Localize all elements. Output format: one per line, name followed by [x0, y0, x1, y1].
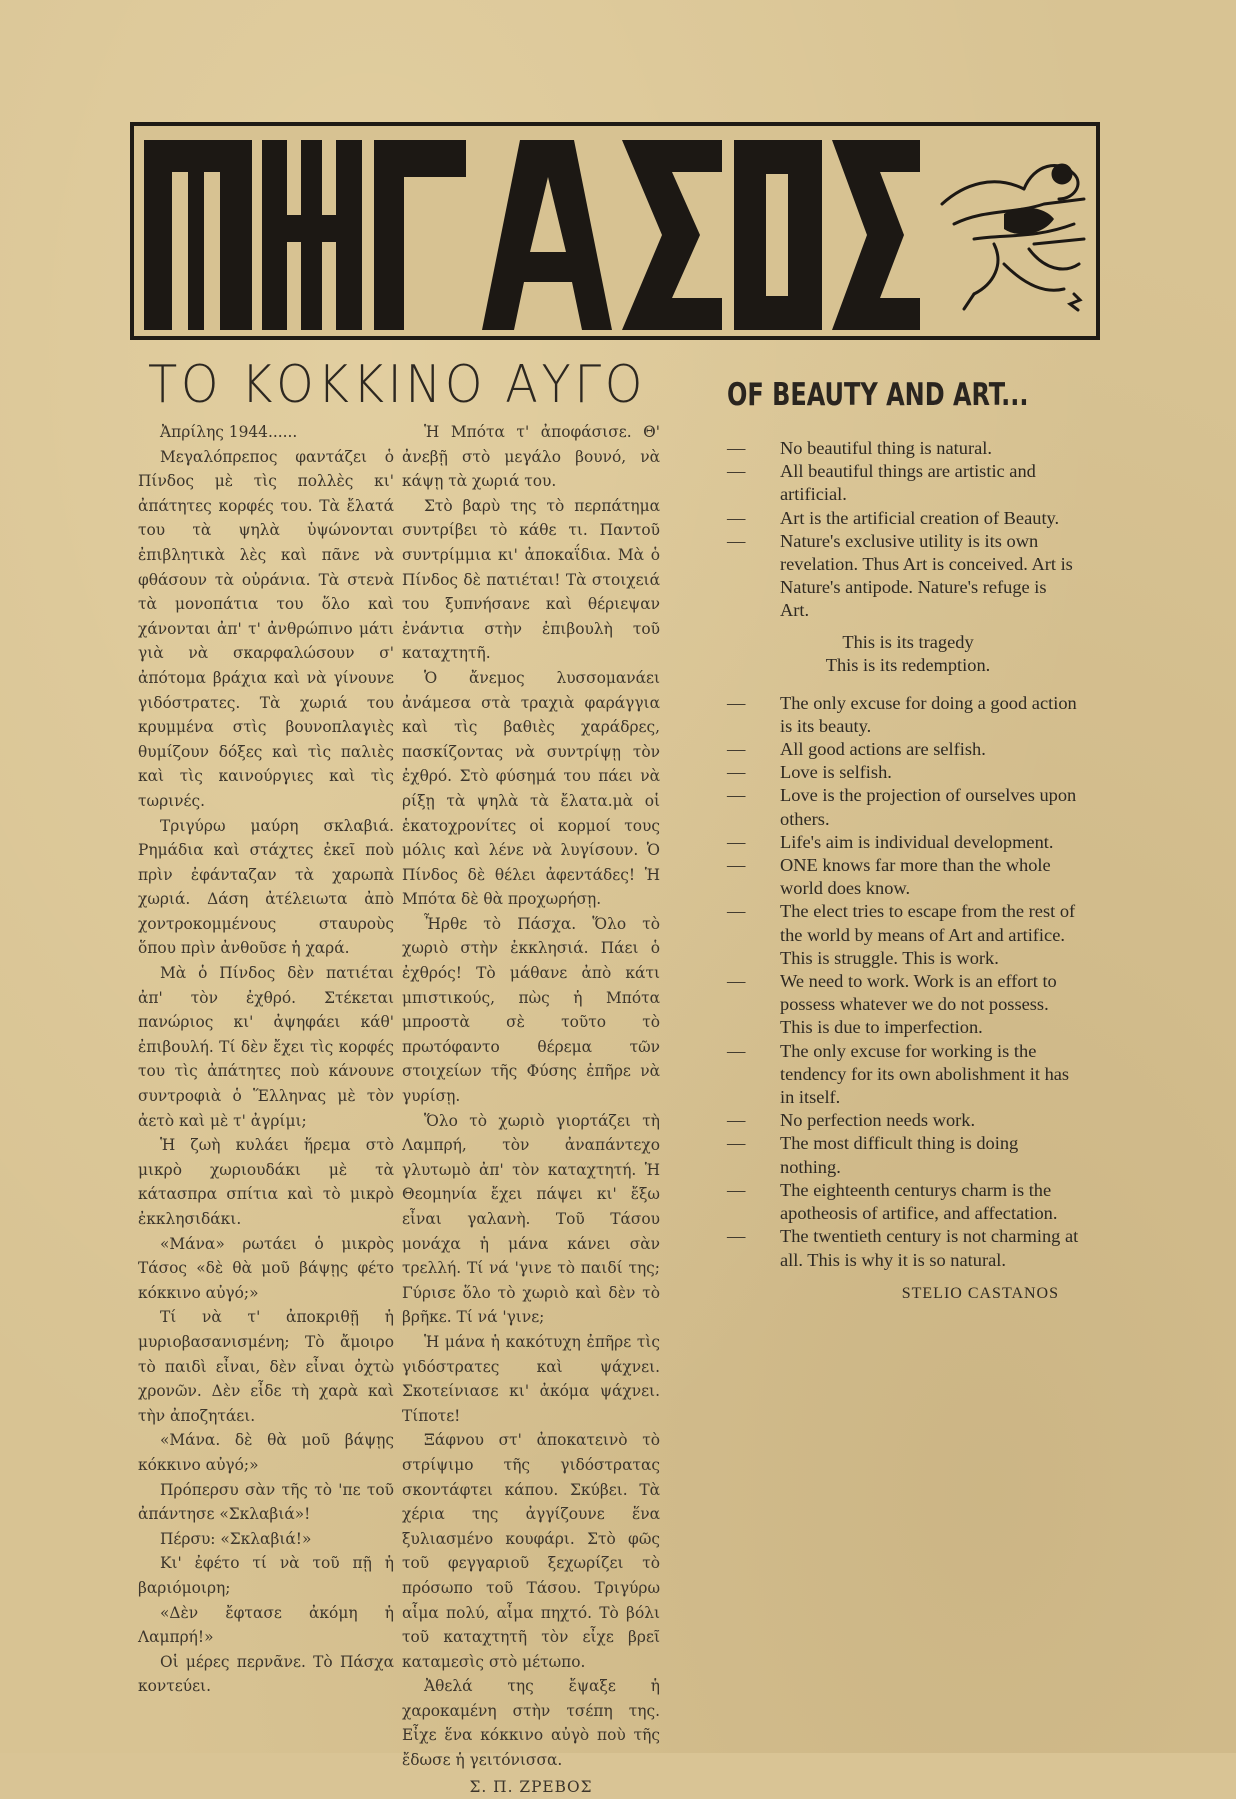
- dash-marker: —: [727, 971, 746, 992]
- aphorism-text: All beautiful things are artistic and artificial.: [780, 461, 1036, 505]
- centered-lines: [737, 631, 1079, 678]
- paragraph: Ἀπρίλης 1944......: [160, 423, 298, 441]
- paragraph: Μεγαλόπρεπος φαντάζει ὁ Πίνδος μὲ τὶς πολλὲς κι' ἀπάτητες κορφές του. Τὰ ἔλατά του τὰ ψηλὰ ὑψώνονται ἐπιβλητικὰ λὲς καὶ πᾶνε νὰ φθάσουν τὰ οὐράνια. Τὰ στενὰ τὰ μονοπάτια του ὅλο καὶ χάνονται ἀπ' τ' ἀνθρώπινο μάτι γιὰ νὰ σκαρφαλώσουν σ' ἀπότομα βράχια καὶ νὰ γίνουνε γιδόστρατες. Τὰ χωριά του κρυμμένα στὶς βουνοπλαγιὲς θυμίζουν δόξες καὶ τὶς παλιὲς καὶ τὶς καινούργιες καὶ τὶς τωρινές.: [138, 447, 394, 810]
- greek-column-1: [138, 420, 394, 1699]
- aphorism-text: Nature's exclusive utility is its own revelation. Thus Art is conceived. Art is Nature's antipode. Nature's refuge is Art.: [780, 530, 1073, 621]
- aphorism-text: Life's aim is individual development.: [780, 831, 1054, 852]
- aphorism: [727, 970, 1079, 1040]
- aphorism-text: Art is the artificial creation of Beauty.: [780, 507, 1060, 528]
- paragraph: Ἡ μάνα ἡ κακότυχη ἐπῆρε τὶς γιδόστρατες καὶ ψάχνει. Σκοτείνιασε κι' ἀκόμα ψάχνει. Τίποτε!: [402, 1332, 660, 1425]
- dash-marker: —: [727, 1226, 746, 1247]
- dash-marker: —: [727, 1179, 746, 1200]
- paragraph: Ἦρθε τὸ Πάσχα. Ὅλο τὸ χωριὸ στὴν ἐκκλησιά. Πάει ὁ ἐχθρός! Τὸ μάθανε ἀπὸ κάτι μπιστικούς, πὼς ἡ Μπότα μπροστὰ σὲ τοῦτο τὸ πρωτόφαντο θέρεμα τῶν στοιχείων τῆς Φύσης ἐπῆρε νὰ γυρίσῃ.: [402, 914, 660, 1106]
- aphorism: [727, 1132, 1079, 1178]
- centered-line: This is its tragedy: [842, 631, 974, 652]
- aphorism-text: All good actions are selfish.: [780, 739, 986, 760]
- dash-marker: —: [727, 1110, 746, 1131]
- masthead: [130, 122, 1100, 340]
- aphorism: [727, 1040, 1079, 1110]
- english-heading: OF BEAUTY AND ART...: [727, 377, 1029, 413]
- dash-marker: —: [727, 901, 746, 922]
- dash-marker: —: [727, 1040, 746, 1061]
- aphorism: [727, 460, 1079, 506]
- dash-marker: —: [727, 1133, 746, 1154]
- aphorism: [727, 784, 1079, 830]
- aphorism-text: Love is the projection of ourselves upon others.: [780, 785, 1077, 829]
- aphorism: [727, 761, 1079, 784]
- dash-marker: —: [727, 855, 746, 876]
- paragraph: Ἡ Μπότα τ' ἀποφάσισε. Θ' ἀνεβῇ στὸ μεγάλο βουνό, νὰ κάψῃ τὰ χωριά του.: [402, 423, 660, 491]
- paragraph: «Δὲν ἔφτασε ἀκόμη ἡ Λαμπρή!»: [138, 1603, 394, 1647]
- aphorism-text: The eighteenth centurys charm is the apotheosis of artifice, and affectation.: [780, 1179, 1058, 1224]
- centered-line: This is its redemption.: [825, 655, 991, 676]
- aphorism-text: The only excuse for doing a good action is its beauty.: [780, 692, 1077, 736]
- aphorism-text: The most difficult thing is doing nothing.: [780, 1133, 1019, 1177]
- aphorism-text: We need to work. Work is an effort to possess whatever we do not possess. This is due to imperfection.: [780, 971, 1057, 1038]
- paragraph: Οἱ μέρες περνᾶνε. Τὸ Πάσχα κοντεύει.: [138, 1652, 394, 1696]
- aphorism-list-1: [727, 437, 1079, 623]
- aphorism: [727, 854, 1079, 900]
- paragraph: Πρόπερσυ σὰν τῆς τὸ 'πε τοῦ ἀπάντησε «Σκλαβιά»!: [138, 1480, 394, 1524]
- english-column: [727, 437, 1079, 1305]
- paragraph: Ἡ ζωὴ κυλάει ἥρεμα στὸ μικρὸ χωριουδάκι μὲ τὰ κάτασπρα σπίτια καὶ τὸ μικρὸ ἐκκλησιδάκι.: [138, 1136, 394, 1228]
- story-title: ΤΟ ΚΟΚΚΙΝΟ ΑΥΓΟ: [148, 355, 647, 415]
- paragraph: Μὰ ὁ Πίνδος δὲν πατιέται ἀπ' τὸν ἐχθρό. Στέκεται πανώριος κι' ἀψηφάει κάθ' ἐπιβουλή. Τί δὲν ἔχει τὶς κορφές του τὶς ἀπάτητες ποὺ κάνουνε συντροφιὰ ὁ Ἕλληνας μὲ τὸν ἀετὸ καὶ μὲ τ' ἀγρίμι;: [138, 964, 394, 1130]
- greek-column-2: [402, 420, 660, 1799]
- paragraph: Κι' ἐφέτο τί νὰ τοῦ πῇ ἡ βαριόμοιρη;: [138, 1554, 394, 1597]
- aphorism: [727, 831, 1079, 854]
- aphorism-text: Love is selfish.: [780, 762, 892, 783]
- paragraph: «Μάνα» ρωτάει ὁ μικρὸς Τάσος «δὲ θὰ μοῦ βάψῃς φέτο κόκκινο αὐγό;»: [138, 1234, 394, 1302]
- english-author-signature: STELIO CASTANOS: [901, 1284, 1059, 1302]
- aphorism: [727, 437, 1079, 460]
- dash-marker: —: [727, 507, 746, 528]
- paragraph: «Μάνα. δὲ θὰ μοῦ βάψῃς κόκκινο αὐγό;»: [138, 1431, 394, 1474]
- aphorism-text: No perfection needs work.: [780, 1110, 976, 1131]
- dash-marker: —: [727, 461, 746, 482]
- paragraph: Τριγύρω μαύρη σκλαβιά. Ρημάδια καὶ στάχτες ἐκεῖ ποὺ πρὶν ἐφάνταζαν τὰ χαρωπὰ χωριά. Δάση ἀτέλειωτα ἀπὸ χοντροκομμένους σταυροὺς ὅπου πρὶν ἀνθοῦσε ἡ χαρά.: [138, 816, 394, 958]
- dash-marker: —: [727, 692, 746, 713]
- aphorism-list-2: [727, 692, 1079, 1272]
- aphorism-text: The only excuse for working is the tendency for its own abolishment it has in itself.: [780, 1040, 1070, 1108]
- aphorism: [727, 530, 1079, 623]
- greek-author-signature: Σ. Π. ΖΡΕΒΟΣ: [469, 1777, 593, 1796]
- paragraph: Τί νὰ τ' ἀποκριθῇ ἡ μυριοβασανισμένη; Τὸ ἄμοιρο τὸ παιδὶ εἶναι, δὲν εἶναι ὀχτὼ χρονῶν. Δὲν εἶδε τὴ χαρὰ καὶ τὴν ἀποζητάει.: [138, 1308, 394, 1425]
- aphorism: [727, 1225, 1079, 1271]
- dash-marker: —: [727, 438, 746, 458]
- masthead-title-lettering: [142, 132, 922, 330]
- aphorism: [727, 692, 1079, 738]
- dash-marker: —: [727, 785, 746, 806]
- paragraph: Πέρσυ: «Σκλαβιά!»: [160, 1529, 312, 1548]
- pegasus-rider-icon: [934, 144, 1094, 324]
- aphorism-text: The twentieth century is not charming at all. This is why it is so natural.: [780, 1226, 1079, 1270]
- dash-marker: —: [727, 739, 746, 760]
- paragraph: Ὅλο τὸ χωριὸ γιορτάζει τὴ Λαμπρή, τὸν ἀναπάντεχο γλυτωμὸ ἀπ' τὸν καταχτητή. Ἡ Θεομηνία ἔχει πάψει κι' ἔξω εἶναι γαλανὴ. Τοῦ Τάσου μονάχα ἡ μάνα κάνει σὰν τρελλή. Τί νά 'γινε τὸ παιδί της; Γύρισε ὅλο τὸ χωριὸ καὶ δὲν τὸ βρῆκε. Τί νά 'γινε;: [402, 1111, 660, 1327]
- paragraph: Στὸ βαρὺ της τὸ περπάτημα συντρίβει τὸ κάθε τι. Παντοῦ συντρίμμια κι' ἀποκαΐδια. Μὰ ὁ Πίνδος δὲ πατιέται! Τὰ στοιχειά του ξυπνήσανε καὶ θέριεψαν ἐνάντια στὴν ἐπιβουλὴ τοῦ καταχτητῆ.: [402, 496, 660, 663]
- aphorism-text: ONE knows far more than the whole world does know.: [780, 855, 1051, 899]
- aphorism-text: No beautiful thing is natural.: [780, 438, 992, 458]
- paragraph: Ξάφνου στ' ἀποκατεινὸ τὸ στρίψιμο τῆς γιδόστρατας σκοντάφτει κάπου. Σκύβει. Τὰ χέρια της ἀγγίζουνε ἕνα ξυλιασμένο κουφάρι. Στὸ φῶς τοῦ φεγγαριοῦ ξεχωρίζει τὸ πρόσωπο τοῦ Τάσου. Τριγύρω αἷμα πολύ, αἷμα πηχτό. Τὸ βόλι τοῦ καταχτητῆ τὸν εἶχε βρεῖ καταμεσὶς στὸ μέτωπο.: [402, 1431, 660, 1671]
- aphorism: [727, 900, 1079, 970]
- dash-marker: —: [727, 530, 746, 551]
- paragraph: Ὁ ἄνεμος λυσσομανάει ἀνάμεσα στὰ τραχιὰ φαράγγια καὶ τὶς βαθιὲς χαράδρες, πασκίζοντας νὰ συντρίψῃ τὸν ἐχθρό. Στὸ φύσημά του πάει νὰ ρίξῃ τὰ ψηλὰ τὰ ἔλατα.μὰ οἱ ἑκατοχρονίτες οἱ κορμοί τους μόλις καὶ λένε νὰ λυγίσουν. Ὁ Πίνδος δὲ θέλει ἀφεντάδες! Ἡ Μπότα δὲ θὰ προχωρήσῃ.: [402, 668, 660, 909]
- aphorism-text: The elect tries to escape from the rest of the world by means of Art and artifice. This is struggle. This is work.: [780, 901, 1076, 968]
- paragraph: Ἀθελά της ἔψαξε ἡ χαροκαμένη στὴν τσέπη της. Εἶχε ἕνα κόκκινο αὐγὸ ποὺ τῆς ἔδωσε ἡ γειτόνισσα.: [402, 1677, 660, 1770]
- aphorism: [727, 1179, 1079, 1225]
- aphorism: [727, 1109, 1079, 1132]
- dash-marker: —: [727, 762, 746, 783]
- aphorism: [727, 738, 1079, 761]
- aphorism: [727, 507, 1079, 530]
- dash-marker: —: [727, 831, 746, 852]
